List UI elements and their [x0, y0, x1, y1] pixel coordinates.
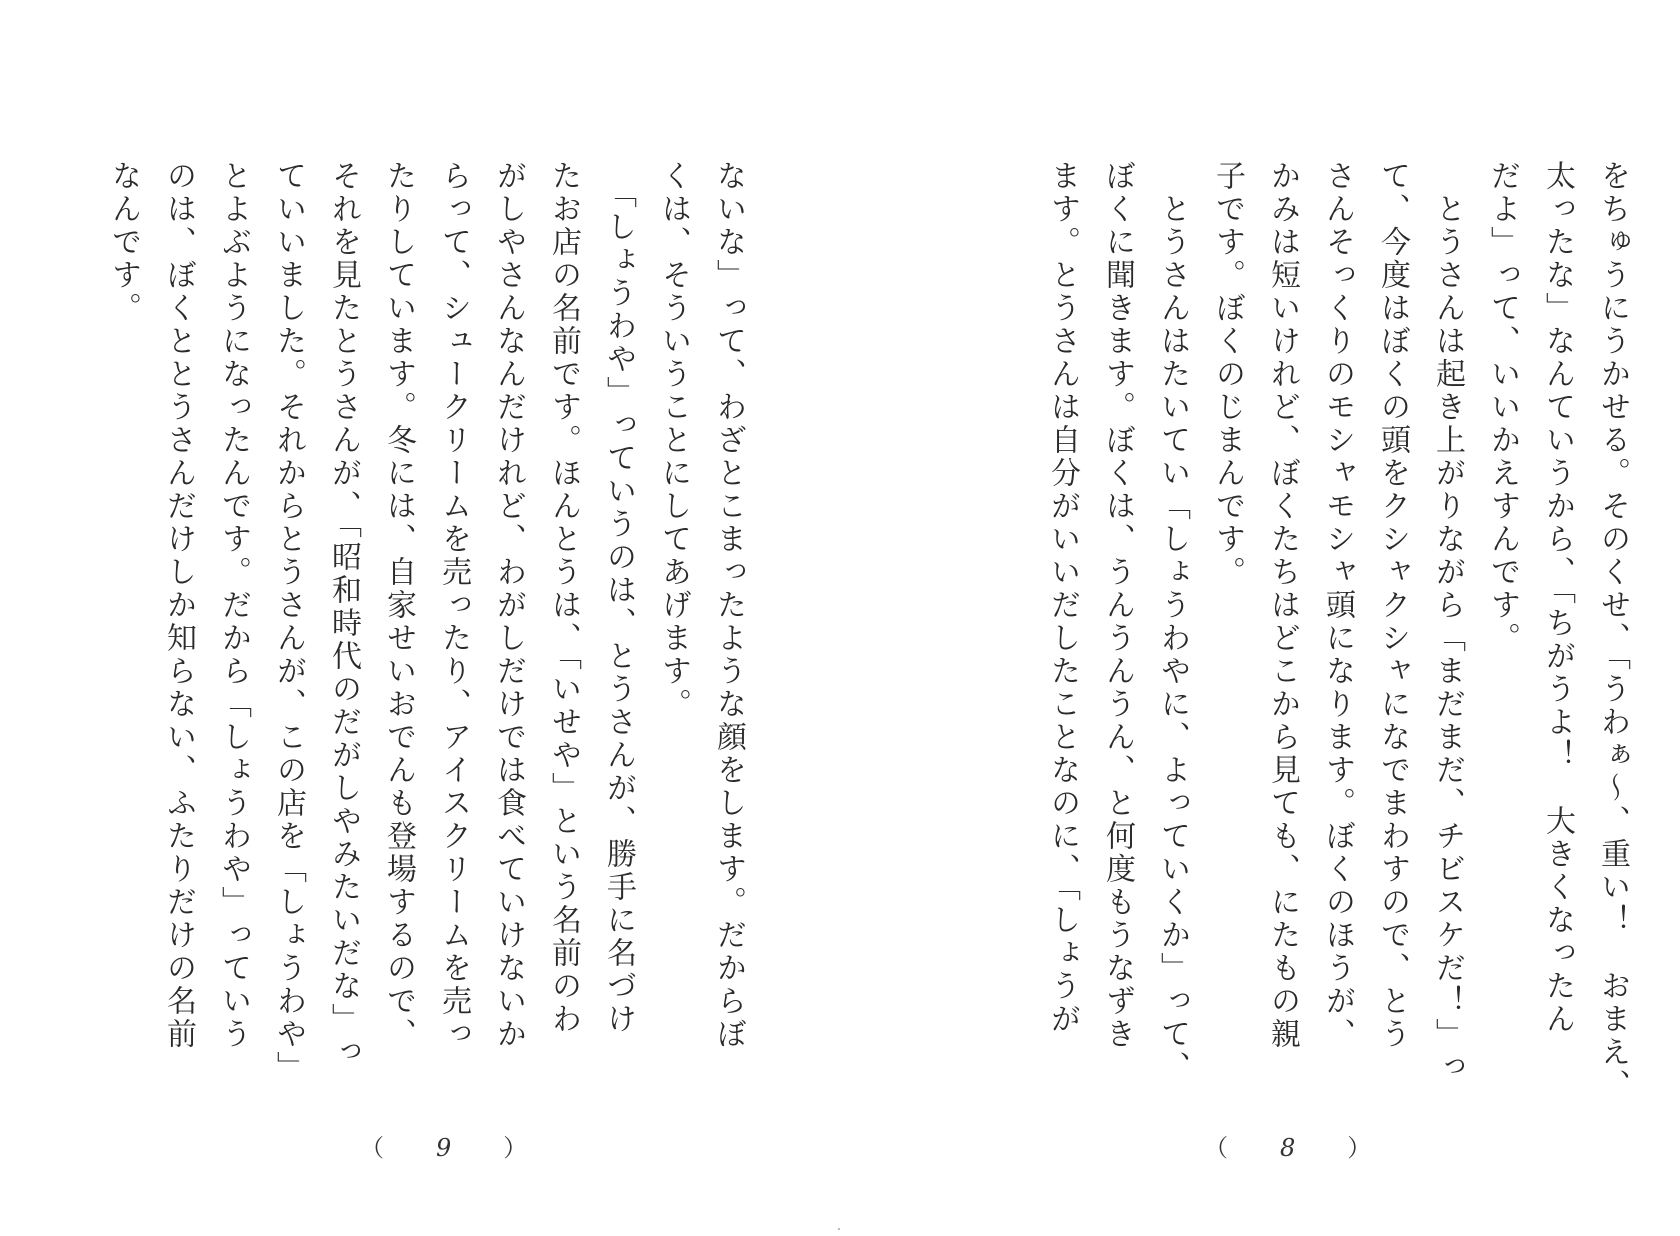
page-number-close-paren: ） — [503, 1134, 528, 1162]
text-column: をちゅうにうかせる。そのくせ、「うわぁ〜、重い！ おまえ、 — [1595, 160, 1630, 1102]
page-number-value: 9 — [436, 1134, 452, 1162]
text-column: とうさんは起き上がりながら「まだまだ、チビスケだ！」っ — [1430, 160, 1465, 1084]
text-column: がしやさんなんだけれど、わがしだけでは食べていけないか — [491, 160, 526, 1051]
text-column: 太ったな」なんていうから、「ちがうよ！ 大きくなったん — [1540, 160, 1575, 1036]
text-column: たりしています。冬には、自家せいおでんも登場するので、 — [381, 160, 416, 1051]
text-column: ぼくに聞きます。ぼくは、うんうんうん、と何度もうなずき — [1100, 160, 1135, 1051]
right-page — [840, 0, 1680, 1236]
text-column: たお店の名前です。ほんとうは、「いせや」という名前のわ — [546, 160, 581, 1036]
page-number-close-paren: ） — [1347, 1134, 1372, 1162]
left-page-text — [96, 160, 756, 1084]
page-number-open-paren: （ — [1204, 1134, 1228, 1162]
text-column: ていいました。それからとうさんが、この店を「しょうわや」 — [271, 160, 306, 1084]
text-column: ないな」って、わざとこまったような顔をします。だからぼ — [711, 160, 746, 1051]
text-column: ます。とうさんは自分がいいだしたことなのに、「しょうが — [1045, 160, 1080, 1036]
text-column: 子です。ぼくのじまんです。 — [1210, 160, 1245, 589]
text-column: のは、ぼくととうさんだけしか知らない、ふたりだけの名前 — [161, 160, 196, 1051]
text-column: らって、シュークリームを売ったり、アイスクリームを売っ — [436, 160, 471, 1051]
text-column: かみは短いけれど、ぼくたちはどこから見ても、にたもの親 — [1265, 160, 1300, 1051]
gutter-mark — [838, 1228, 840, 1230]
page-number-value: 8 — [1280, 1134, 1296, 1162]
text-column: それを見たとうさんが、「昭和時代のだがしやみたいだな」っ — [326, 160, 361, 1069]
text-column: さんそっくりのモシャモシャ頭になります。ぼくのほうが、 — [1320, 160, 1355, 1051]
text-column: とうさんはたいてい「しょうわやに、よっていくか」って、 — [1155, 160, 1190, 1084]
text-column: くは、そういうことにしてあげます。 — [656, 160, 691, 721]
text-column: とよぶようになったんです。だから「しょうわや」っていう — [216, 160, 251, 1051]
page-number-left — [360, 1128, 527, 1163]
text-column: て、今度はぼくの頭をクシャクシャになでまわすので、とう — [1375, 160, 1410, 1051]
text-column: なんです。 — [106, 160, 141, 325]
text-column: だよ」って、いいかえすんです。 — [1485, 160, 1520, 655]
right-page-text — [1035, 160, 1640, 1102]
text-column: 「しょうわや」っていうのは、とうさんが、勝手に名づけ — [601, 160, 636, 1036]
page-number-open-paren: （ — [360, 1134, 384, 1162]
page-number-right — [1204, 1128, 1371, 1163]
